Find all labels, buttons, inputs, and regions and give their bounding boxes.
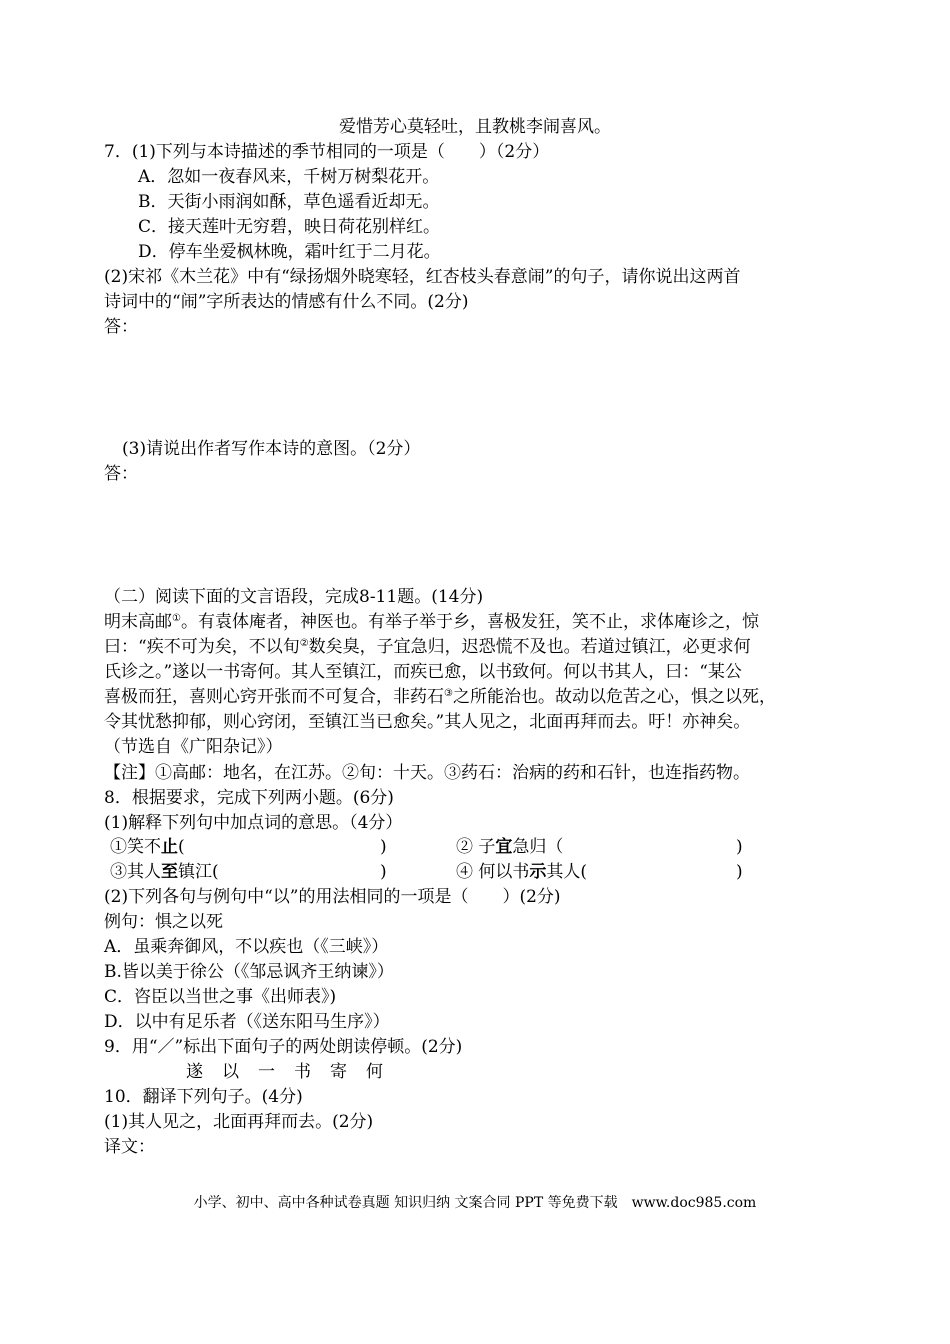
passage-line-4: [104, 686, 776, 708]
q8-item-2: [456, 836, 563, 858]
q10-part1: (1)其人见之，北面再拜而去。(2分): [104, 1112, 374, 1132]
q8-item-2-dotted-word: 宜: [495, 837, 513, 857]
q8-item-3: [110, 861, 219, 883]
q10-translation-label: 译文：: [104, 1137, 155, 1157]
q7-part1: 7．(1)下列与本诗描述的季节相同的一项是（ ）（2分）: [104, 142, 550, 162]
q7-answer-label-2: 答：: [104, 464, 138, 484]
footnote-mark-1: ①: [172, 613, 181, 624]
passage-line-2a: 曰：“疾不可为矣，不以旬: [104, 637, 300, 657]
q10-title: 10．翻译下列句子。(4分): [104, 1087, 303, 1107]
q7-part3: (3)请说出作者写作本诗的意图。（2分）: [122, 439, 421, 459]
q8-option-c: C．咨臣以当世之事《出师表》): [104, 987, 337, 1007]
section2-heading: （二）阅读下面的文言语段，完成8-11题。(14分): [104, 587, 484, 607]
passage-line-2b: 数矣臭，子宜急归，迟恐慌不及也。若道过镇江，必更求何: [308, 637, 751, 657]
q9-char-5: 寄: [330, 1062, 347, 1082]
q7-option-b: B．天街小雨润如酥，草色遥看近却无。: [138, 192, 440, 212]
q8-item-4-dotted-word: 示: [529, 862, 547, 882]
q8-item-4-close: ): [736, 862, 743, 882]
q8-option-a: A．虽乘奔御风，不以疾也（《三峡》）: [104, 937, 389, 957]
passage-line-2: [104, 636, 751, 658]
q8-item-4-post: 其人(: [546, 862, 588, 882]
q7-option-d: D．停车坐爱枫林晚，霜叶红于二月花。: [138, 242, 441, 262]
q8-part2: (2)下列各句与例句中“以”的用法相同的一项是（ ）(2分): [104, 887, 561, 907]
q8-item-3-pre: ③其人: [110, 862, 161, 882]
q9-title: 9．用“／”标出下面句子的两处朗读停顿。(2分): [104, 1037, 463, 1057]
footnote-mark-3: ③: [444, 688, 453, 699]
passage-line-5: 令其忧愁抑郁，则心窍闭，至镇江当已愈矣。”其人见之，北面再拜而去。吁！亦神矣。: [104, 712, 751, 732]
q8-item-3-close: ): [380, 862, 387, 882]
passage-line-4b: 之所能治也。故动以危苦之心，惧之以死，: [452, 687, 776, 707]
q8-example: 例句：惧之以死: [104, 912, 223, 932]
q7-part2-line1: (2)宋祁《木兰花》中有“绿扬烟外晓寒轻，红杏枝头春意闹”的句子，请你说出这两首: [104, 267, 741, 287]
passage-line-3: 氏诊之。”遂以一书寄何。其人至镇江，而疾已愈，以书致何。何以书其人，曰：“某公: [104, 662, 742, 682]
q8-title: 8．根据要求，完成下列两小题。(6分): [104, 788, 394, 808]
q9-char-6: 何: [366, 1062, 383, 1082]
q8-part1: (1)解释下列句中加点词的意思。（4分）: [104, 813, 403, 833]
q8-item-3-dotted-word: 至: [161, 862, 178, 882]
passage-source: （节选自《广阳杂记》）: [104, 737, 283, 757]
q7-answer-label-1: 答：: [104, 317, 138, 337]
q9-char-2: 以: [222, 1062, 239, 1082]
q8-item-2-pre: ② 子: [456, 837, 496, 857]
q9-char-4: 书: [294, 1062, 311, 1082]
footer-text: 小学、初中、高中各种试卷真题 知识归纳 文案合同 PPT 等免费下载 www.doc985.com: [193, 1195, 757, 1211]
q9-sentence: [186, 1061, 402, 1083]
passage-line-4a: 喜极而狂，喜则心窍开张而不可复合，非药石: [104, 687, 444, 707]
passage-line-1b: 。有袁体庵者，神医也。有举子举于乡，喜极发狂，笑不止，求体庵诊之，惊: [180, 612, 759, 632]
poem-last-line: 爱惜芳心莫轻吐，且教桃李闹喜风。: [339, 117, 611, 137]
passage-line-1a: 明末高邮: [104, 612, 172, 632]
q8-item-1-pre: ①笑不: [110, 837, 161, 857]
q8-item-4: [456, 861, 587, 883]
q9-char-3: 一: [258, 1062, 275, 1082]
q8-item-1-close: ): [380, 837, 387, 857]
q8-item-3-post: 镇江(: [178, 862, 219, 882]
passage-line-1: [104, 611, 759, 633]
q7-option-a: A．忽如一夜春风来，千树万树梨花开。: [138, 167, 440, 187]
q8-item-1-post: (: [178, 837, 185, 857]
q8-item-2-post: 急归（: [512, 837, 564, 857]
q8-option-d: D．以中有足乐者（《送东阳马生序》）: [104, 1012, 390, 1032]
q8-item-4-pre: ④ 何以书: [456, 862, 530, 882]
q7-option-c: C．接天莲叶无穷碧，映日荷花别样红。: [138, 217, 441, 237]
q9-char-1: 遂: [186, 1062, 203, 1082]
q8-item-1: [110, 836, 185, 858]
q8-item-1-dotted-word: 止: [161, 837, 178, 857]
q8-item-2-close: ): [736, 837, 743, 857]
q7-part2-line2: 诗词中的“闹”字所表达的情感有什么不同。(2分): [104, 292, 469, 312]
passage-note: 【注】①高邮：地名，在江苏。②旬：十天。③药石：治病的药和石针，也连指药物。: [104, 763, 750, 783]
q8-option-b: B.皆以美于徐公（《邹忌讽齐王纳谏》）: [104, 962, 394, 982]
footnote-mark-2: ②: [299, 638, 309, 649]
